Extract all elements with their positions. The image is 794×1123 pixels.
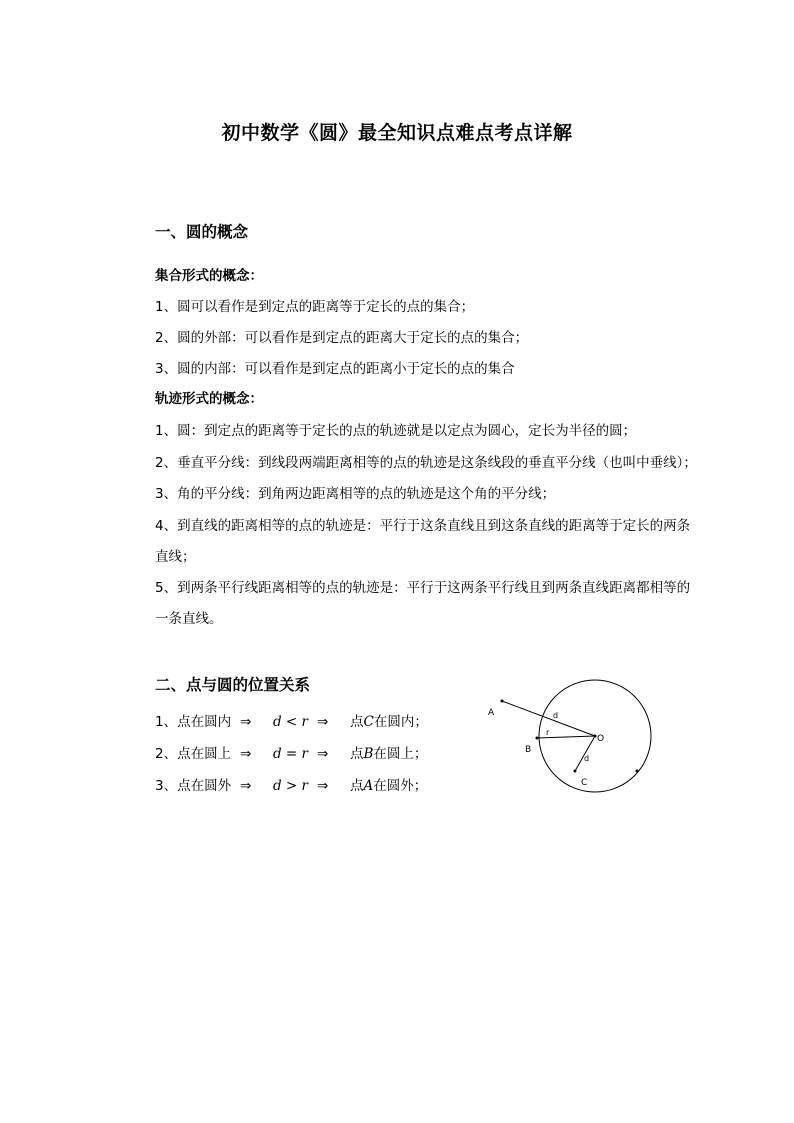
implies-arrow: ⇒ bbox=[240, 714, 252, 730]
label-A: A bbox=[488, 708, 495, 718]
set-item-2: 2、圆的外部：可以看作是到定点的距离大于定长的点的集合； bbox=[155, 330, 529, 346]
point-label: A bbox=[363, 778, 374, 794]
relation-row bbox=[155, 774, 427, 794]
label-C: C bbox=[581, 778, 588, 788]
label-B: B bbox=[525, 745, 532, 755]
subheading-locus-form: 轨迹形式的概念： bbox=[155, 391, 263, 407]
locus-item-4-cont: 直线； bbox=[155, 549, 196, 565]
point-B-dot bbox=[536, 737, 539, 740]
implies-arrow: ⇒ bbox=[317, 778, 329, 794]
point-A-dot bbox=[501, 700, 504, 703]
relation-case: 1、点在圆内 bbox=[155, 714, 232, 730]
set-item-1: 1、圆可以看作是到定点的距离等于定长的点的集合； bbox=[155, 299, 475, 315]
relation-condition: d = r bbox=[273, 746, 308, 762]
section-heading-circle-concept: 一、圆的概念 bbox=[155, 223, 249, 241]
label-d-C: d bbox=[584, 754, 590, 763]
point-label: C bbox=[363, 714, 374, 730]
relation-row bbox=[155, 710, 428, 730]
point-C-dot bbox=[574, 770, 577, 773]
relation-case: 3、点在圆外 bbox=[155, 778, 232, 794]
relation-conclusion: 点B在圆上； bbox=[350, 746, 428, 762]
page-title: 初中数学《圆》最全知识点难点考点详解 bbox=[221, 122, 573, 144]
implies-arrow: ⇒ bbox=[240, 746, 252, 762]
relation-row bbox=[155, 742, 427, 762]
implies-arrow: ⇒ bbox=[240, 778, 252, 794]
locus-item-4: 4、到直线的距离相等的点的轨迹是：平行于这条直线且到这条直线的距离等于定长的两条 bbox=[155, 518, 691, 534]
label-d-A: d bbox=[553, 711, 559, 720]
point-label: B bbox=[363, 746, 374, 762]
set-item-3: 3、圆的内部：可以看作是到定点的距离小于定长的点的集合 bbox=[155, 361, 515, 377]
relation-condition: d > r bbox=[273, 778, 308, 794]
locus-item-5: 5、到两条平行线距离相等的点的轨迹是：平行于这两条平行线且到两条直线距离都相等的 bbox=[155, 580, 691, 596]
subheading-set-form: 集合形式的概念： bbox=[155, 268, 263, 284]
relation-case: 2、点在圆上 bbox=[155, 746, 232, 762]
implies-arrow: ⇒ bbox=[317, 714, 329, 730]
locus-item-1: 1、圆：到定点的距离等于定长的点的轨迹就是以定点为圆心，定长为半径的圆； bbox=[155, 423, 637, 439]
section-heading-point-circle: 二、点与圆的位置关系 bbox=[155, 676, 311, 694]
implies-arrow: ⇒ bbox=[317, 746, 329, 762]
circle-point-dot bbox=[636, 770, 639, 773]
relation-condition: d < r bbox=[273, 714, 308, 730]
locus-item-5-cont: 一条直线。 bbox=[155, 611, 223, 627]
locus-item-2: 2、垂直平分线：到线段两端距离相等的点的轨迹是这条线段的垂直平分线（也叫中垂线）； bbox=[155, 455, 697, 471]
locus-item-3: 3、角的平分线：到角两边距离相等的点的轨迹是这个角的平分线； bbox=[155, 486, 556, 502]
label-O: O bbox=[597, 734, 605, 744]
relation-conclusion: 点A在圆外； bbox=[350, 778, 428, 794]
label-r: r bbox=[546, 728, 550, 737]
relation-conclusion: 点C在圆内； bbox=[350, 714, 428, 730]
point-circle-figure bbox=[480, 670, 670, 805]
